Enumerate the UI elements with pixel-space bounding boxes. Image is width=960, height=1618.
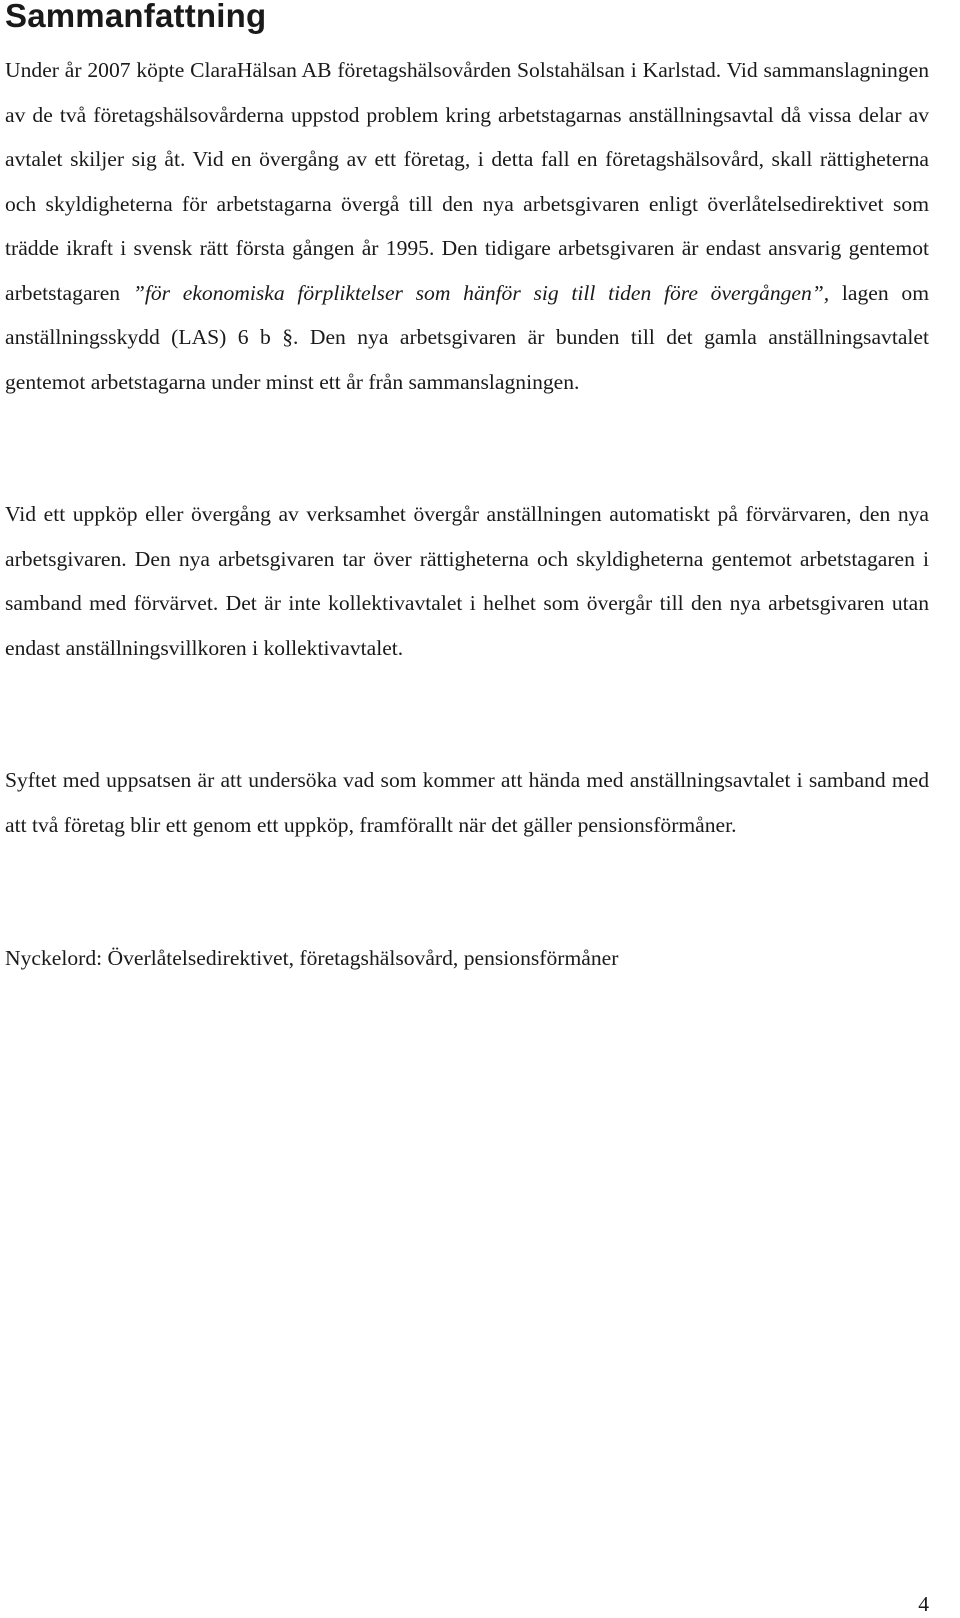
paragraph-1-text-after-quote: lagen om anställningsskydd (LAS) 6 b §. Den nya arbetsgivaren är bunden till det gamla anställningsavtalet gentemot arbetstagarna under minst ett år från sammanslagningen. <box>5 280 929 394</box>
summary-paragraph-3: Syftet med uppsatsen är att undersöka vad som kommer att hända med anställningsavtalet i samband med att två företag blir ett genom ett uppköp, framförallt när det gäller pensionsförmåner. <box>5 768 929 837</box>
page-number: 4 <box>918 1592 929 1616</box>
section-heading: Sammanfattning <box>5 0 267 34</box>
paragraph-1-text-before-quote: Under år 2007 köpte ClaraHälsan AB företagshälsovården Solstahälsan i Karlstad. Vid sammanslagningen av de två företagshälsovårderna uppstod problem kring arbetstagarnas anställningsavtal då vissa delar av avtalet skiljer sig åt. Vid en övergång av ett företag, i detta fall en företagshälsovård, skall rättigheterna och skyldigheterna för arbetstagarna övergå till den nya arbetsgivaren enligt överlåtelsedirektivet som trädde ikraft i svensk rätt första gången år 1995. Den tidigare arbetsgivaren är endast ansvarig gentemot arbetstagaren <box>5 58 929 305</box>
paragraph-1-quote: ”för ekonomiska förpliktelser som hänför sig till tiden före övergången”, <box>132 280 830 305</box>
summary-paragraph-1 <box>5 48 929 404</box>
keywords-line: Nyckelord: Överlåtelsedirektivet, företagshälsovård, pensionsförmåner <box>5 946 619 970</box>
summary-paragraph-2: Vid ett uppköp eller övergång av verksamhet övergår anställningen automatiskt på förvärvaren, den nya arbetsgivaren. Den nya arbetsgivaren tar över rättigheterna och skyldigheterna gentemot arbetstagaren i samband med förvärvet. Det är inte kollektivavtalet i helhet som övergår till den nya arbetsgivaren utan endast anställningsvillkoren i kollektivavtalet. <box>5 502 929 660</box>
